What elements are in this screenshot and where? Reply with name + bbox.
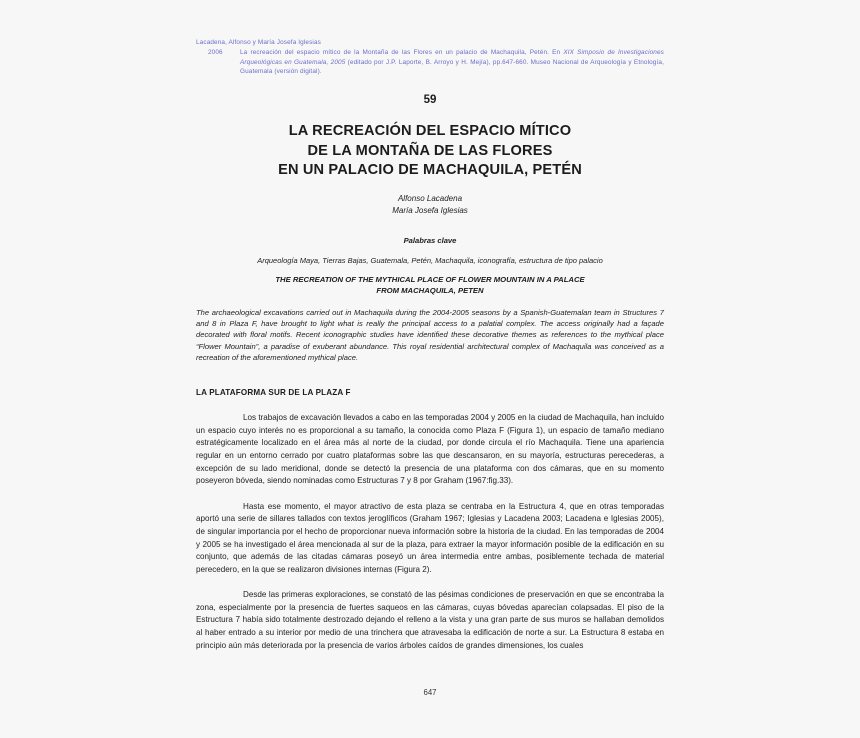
citation-text-part2: (editado por J.P. Laporte, B. Arroyo y H. Mejía), pp.647-660. Museo Nacional de Arqueología y Etnología, Guatemala (versión digital). xyxy=(240,58,664,75)
citation-reference xyxy=(240,48,664,76)
citation-authors: Lacadena, Alfonso y María Josefa Iglesias xyxy=(196,39,321,46)
body-text xyxy=(196,412,664,665)
author-byline xyxy=(196,193,664,216)
english-title xyxy=(196,275,664,296)
keywords-list: Arqueología Maya, Tierras Bajas, Guatemala, Petén, Machaquila, iconografía, estructura de tipo palacio xyxy=(257,256,603,265)
section-heading: LA PLATAFORMA SUR DE LA PLAZA F xyxy=(196,388,351,397)
author-name-2: María Josefa Iglesias xyxy=(392,205,468,215)
article-title xyxy=(196,122,664,181)
english-title-line-1: THE RECREATION OF THE MYTHICAL PLACE OF FLOWER MOUNTAIN IN A PALACE xyxy=(275,275,585,284)
page-content-column xyxy=(196,0,664,738)
english-title-line-2: FROM MACHAQUILA, PETEN xyxy=(376,285,484,295)
body-paragraph-1: Los trabajos de excavación llevados a cabo en las temporadas 2004 y 2005 en la ciudad de Machaquila, han incluido un espacio cuyo interés no es proporcional a su tamaño, la conocida como Plaza F (Figura 1), un espacio de tamaño mediano estratégicamente localizado en el área más al norte de la ciudad, por donde circula el río Machaquila. Tiene una apariencia regular en un entorno cerrado por cuatro plataformas sobre las que descansaron, en su mayoría, estructuras perecederas, a excepción de su lado meridional, donde se detectó la presencia de una plataforma con dos cámaras, que en su momento poseyeron bóveda, siendo nominadas como Estructuras 7 y 8 por Graham (1967:fig.33). xyxy=(196,413,664,486)
article-title-line-1: LA RECREACIÓN DEL ESPACIO MÍTICO xyxy=(288,123,572,139)
english-abstract: The archaeological excavations carried out in Machaquila during the 2004-2005 seasons by a Spanish-Guatemalan team in Structures 7 and 8 in Plaza F, have brought to light what is really the principal access to a palatial complex. The access originally had a façade decorated with floral motifs. Recent iconographic studies have identified these decorative themes as references to the mythical place “Flower Mountain”, a paradise of exuberant abundance. This royal residential architectural complex of Machaquila was conceived as a recreation of the aforementioned mythical place. xyxy=(196,308,664,362)
citation-row xyxy=(196,48,664,76)
citation-year: 2006 xyxy=(208,49,223,57)
article-number: 59 xyxy=(423,94,437,106)
citation-symposium-title: XIX Simposio de Investigaciones Arqueológicas en Guatemala, 2005 xyxy=(240,49,664,66)
page-number: 647 xyxy=(423,688,437,697)
body-paragraph-2: Hasta ese momento, el mayor atractivo de esta plaza se centraba en la Estructura 4, que en otras temporadas aportó una serie de sillares tallados con textos jeroglíficos (Graham 1967; Iglesias y Lacadena 2003; Lacadena e Iglesias 2005), de singular importancia por el hecho de proporcionar nueva información sobre la historia de la ciudad. En las temporadas de 2004 y 2005 se ha investigado el área mencionada al sur de la plaza, para extraer la mayor información posible de la edificación en su conjunto, que además de las citadas cámaras poseyó un área intermedia entre ambas, posiblemente techada de material perecedero, en la que se realizaron divisiones internas (Figura 2). xyxy=(196,501,664,574)
article-title-line-3: EN UN PALACIO DE MACHAQUILA, PETÉN xyxy=(278,162,582,179)
body-paragraph-3: Desde las primeras exploraciones, se constató de las pésimas condiciones de preservación en que se encontraba la zona, especialmente por la presencia de fuertes saqueos en las cámaras, cuyas bóvedas aparecían colapsadas. El piso de la Estructura 7 había sido totalmente destrozado dejando el relleno a la vista y una gran parte de sus muros se hallaban demolidos al haber entrado a su interior por medio de una trinchera que atravesaba la edificación de norte a sur. La Estructura 8 estaba en principio aún más deteriorada por la presencia de varios árboles caídos de grandes dimensiones, los cuales xyxy=(196,590,664,650)
citation-header xyxy=(196,38,664,76)
author-name-1: Alfonso Lacadena xyxy=(397,194,463,203)
keywords-heading: Palabras clave xyxy=(403,236,457,245)
citation-text-part1: La recreación del espacio mítico de la Montaña de las Flores en un palacio de Machaquila, Petén. En xyxy=(240,49,564,57)
article-title-line-2: DE LA MONTAÑA DE LAS FLORES xyxy=(307,142,553,159)
